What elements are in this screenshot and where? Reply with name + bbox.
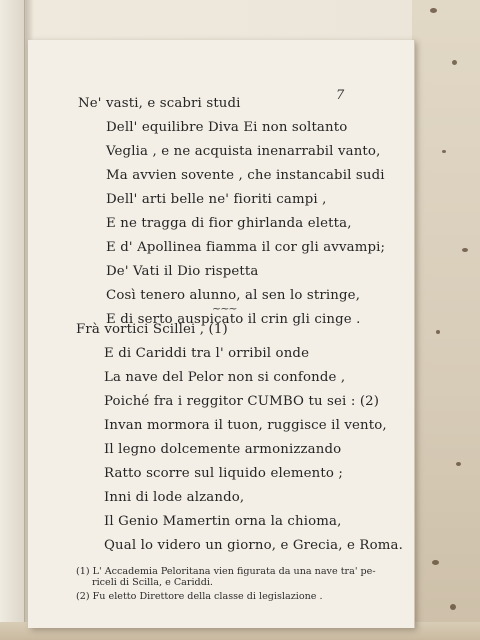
verse-line: E ne tragga di fior ghirlanda eletta, bbox=[106, 216, 352, 231]
foxing-spot bbox=[432, 560, 439, 565]
verse-line: Ma avvien sovente , che instancabil sudi bbox=[106, 168, 385, 183]
verse-line: La nave del Pelor non si confonde , bbox=[104, 370, 346, 385]
verse-line: Il Genio Mamertin orna la chioma, bbox=[104, 514, 342, 529]
verse-line: Il legno dolcemente armonizzando bbox=[104, 442, 342, 457]
verse-line: Frà vortici Scillei , (1) bbox=[76, 322, 228, 337]
foxing-spot bbox=[450, 604, 456, 610]
verse-line: Inni di lode alzando, bbox=[104, 490, 245, 505]
verse-line: Veglia , e ne acquista inenarrabil vanto, bbox=[106, 144, 381, 159]
verse-line: Dell' arti belle ne' fioriti campi , bbox=[106, 192, 327, 207]
verse-line: Così tenero alunno, al sen lo stringe, bbox=[106, 288, 361, 303]
verse-line: Poiché fra i reggitor CUMBO tu sei : (2) bbox=[104, 394, 380, 409]
footnote: (2) Fu eletto Direttore della classe di legislazione . bbox=[76, 591, 323, 602]
footnote: (1) L' Accademia Peloritana vien figurata da una nave tra' pe- bbox=[76, 566, 376, 577]
verse-line: E di Cariddi tra l' orribil onde bbox=[104, 346, 310, 361]
previous-page-edge bbox=[0, 0, 25, 640]
page-number: 7 bbox=[336, 88, 345, 103]
verse-line: Qual lo videro un giorno, e Grecia, e Roma. bbox=[104, 538, 403, 553]
section-ornament: ~~~ bbox=[212, 302, 237, 315]
foxing-spot bbox=[436, 330, 440, 334]
foxing-spot bbox=[452, 60, 457, 65]
verse-line: Ratto scorre sul liquido elemento ; bbox=[104, 466, 344, 481]
verse-line: E di serto auspicato il crin gli cinge . bbox=[106, 312, 361, 327]
foxing-spot bbox=[456, 462, 461, 466]
verse-line: Invan mormora il tuon, ruggisce il vento, bbox=[104, 418, 387, 433]
foxing-spot bbox=[462, 248, 468, 252]
verse-line: E d' Apollinea fiamma il cor gli avvampi; bbox=[106, 240, 386, 255]
foxing-spot bbox=[430, 8, 437, 13]
footnote: riceli di Scilla, e Cariddi. bbox=[92, 577, 213, 588]
verse-line: Ne' vasti, e scabri studi bbox=[78, 96, 241, 111]
verse-line: De' Vati il Dio rispetta bbox=[106, 264, 259, 279]
underlying-sheet bbox=[412, 0, 480, 640]
foxing-spot bbox=[442, 150, 446, 153]
verse-line: Dell' equilibre Diva Ei non soltanto bbox=[106, 120, 348, 135]
